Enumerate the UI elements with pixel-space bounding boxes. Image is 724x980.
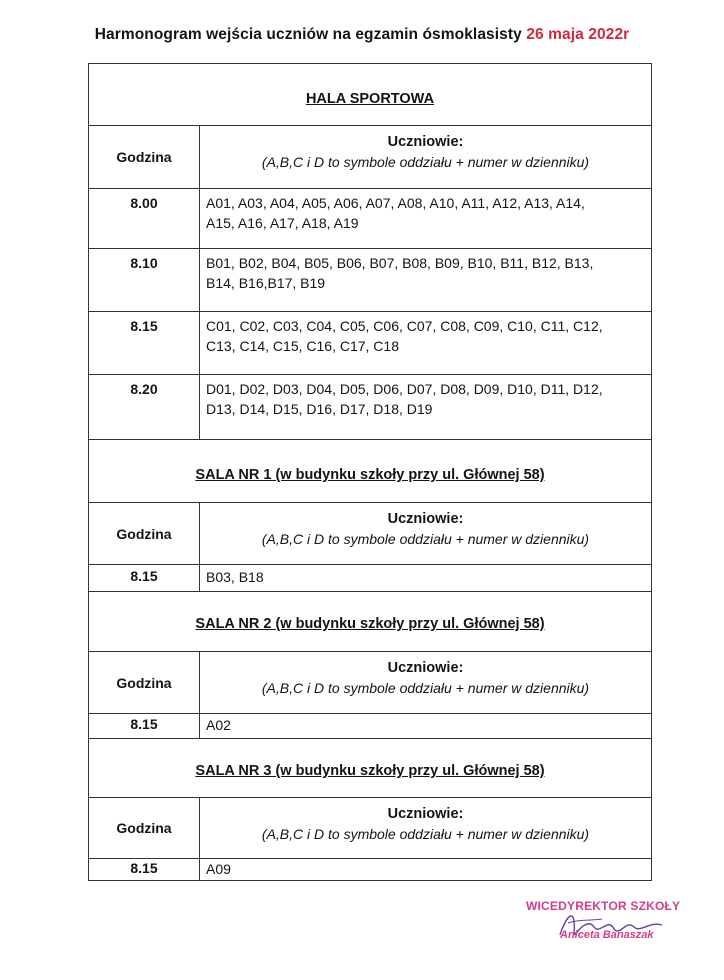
time-cell: 8.15 — [89, 312, 200, 374]
header-uczniowie — [200, 503, 651, 564]
header-uczniowie — [200, 126, 651, 188]
header-uczniowie — [200, 798, 651, 858]
exam-date: 26 maja 2022r — [526, 26, 630, 43]
table-row — [89, 858, 651, 880]
header-row — [89, 125, 651, 188]
students-cell — [200, 312, 651, 374]
table-row — [89, 188, 651, 248]
header-legend: (A,B,C i D to symbole oddziału + numer w dzienniku) — [261, 826, 590, 842]
section-title-hala: HALA SPORTOWA — [89, 63, 651, 125]
table-row — [89, 713, 651, 738]
table-row — [89, 564, 651, 591]
header-legend: (A,B,C i D to symbole oddziału + numer w dzienniku) — [261, 154, 590, 170]
page-title — [0, 26, 724, 44]
time-cell: 8.15 — [89, 565, 200, 591]
time-cell: 8.15 — [89, 859, 200, 880]
students-line: C13, C14, C15, C16, C17, C18 — [206, 338, 399, 354]
header-uczniowie-label: Uczniowie: — [387, 806, 464, 822]
schedule-table — [88, 63, 652, 881]
time-cell: 8.00 — [89, 189, 200, 248]
students-line: D13, D14, D15, D16, D17, D18, D19 — [206, 401, 433, 417]
students-cell — [200, 375, 651, 439]
section-title-sala-2: SALA NR 2 (w budynku szkoły przy ul. Głównej 58) — [89, 591, 651, 651]
students-line: A15, A16, A17, A18, A19 — [206, 215, 359, 231]
students-line: A01, A03, A04, A05, A06, A07, A08, A10, A11, A12, A13, A14, — [206, 195, 585, 211]
section-title-sala-1: SALA NR 1 (w budynku szkoły przy ul. Głównej 58) — [89, 439, 651, 502]
header-uczniowie-label: Uczniowie: — [387, 660, 464, 676]
header-legend: (A,B,C i D to symbole oddziału + numer w dzienniku) — [261, 531, 590, 547]
header-godzina: Godzina — [89, 503, 200, 564]
students-line: C01, C02, C03, C04, C05, C06, C07, C08, C09, C10, C11, C12, — [206, 318, 603, 334]
header-row — [89, 797, 651, 858]
header-row — [89, 651, 651, 713]
students-line: D01, D02, D03, D04, D05, D06, D07, D08, D09, D10, D11, D12, — [206, 381, 603, 397]
students-cell: A02 — [206, 717, 231, 733]
header-row — [89, 502, 651, 564]
time-cell: 8.20 — [89, 375, 200, 439]
official-stamp — [520, 893, 690, 953]
stamp-role: WICEDYREKTOR SZKOŁY — [526, 899, 681, 913]
students-cell — [200, 189, 651, 248]
table-row — [89, 311, 651, 374]
students-cell: B03, B18 — [206, 569, 264, 585]
students-cell — [200, 249, 651, 311]
header-uczniowie-label: Uczniowie: — [387, 134, 464, 150]
students-line: B01, B02, B04, B05, B06, B07, B08, B09, B10, B11, B12, B13, — [206, 255, 594, 271]
header-uczniowie — [200, 652, 651, 713]
time-cell: 8.15 — [89, 714, 200, 738]
table-row — [89, 374, 651, 439]
stamp-name: Aniceta Banaszak — [560, 929, 654, 941]
header-godzina: Godzina — [89, 652, 200, 713]
table-row — [89, 248, 651, 311]
title-text: Harmonogram wejścia uczniów na egzamin ósmoklasisty — [94, 26, 527, 43]
students-line: B14, B16,B17, B19 — [206, 275, 326, 291]
students-cell: A09 — [206, 861, 231, 877]
header-godzina: Godzina — [89, 126, 200, 188]
time-cell: 8.10 — [89, 249, 200, 311]
section-title-sala-3: SALA NR 3 (w budynku szkoły przy ul. Głównej 58) — [89, 738, 651, 797]
header-uczniowie-label: Uczniowie: — [387, 511, 464, 527]
header-godzina: Godzina — [89, 798, 200, 858]
header-legend: (A,B,C i D to symbole oddziału + numer w dzienniku) — [261, 680, 590, 696]
